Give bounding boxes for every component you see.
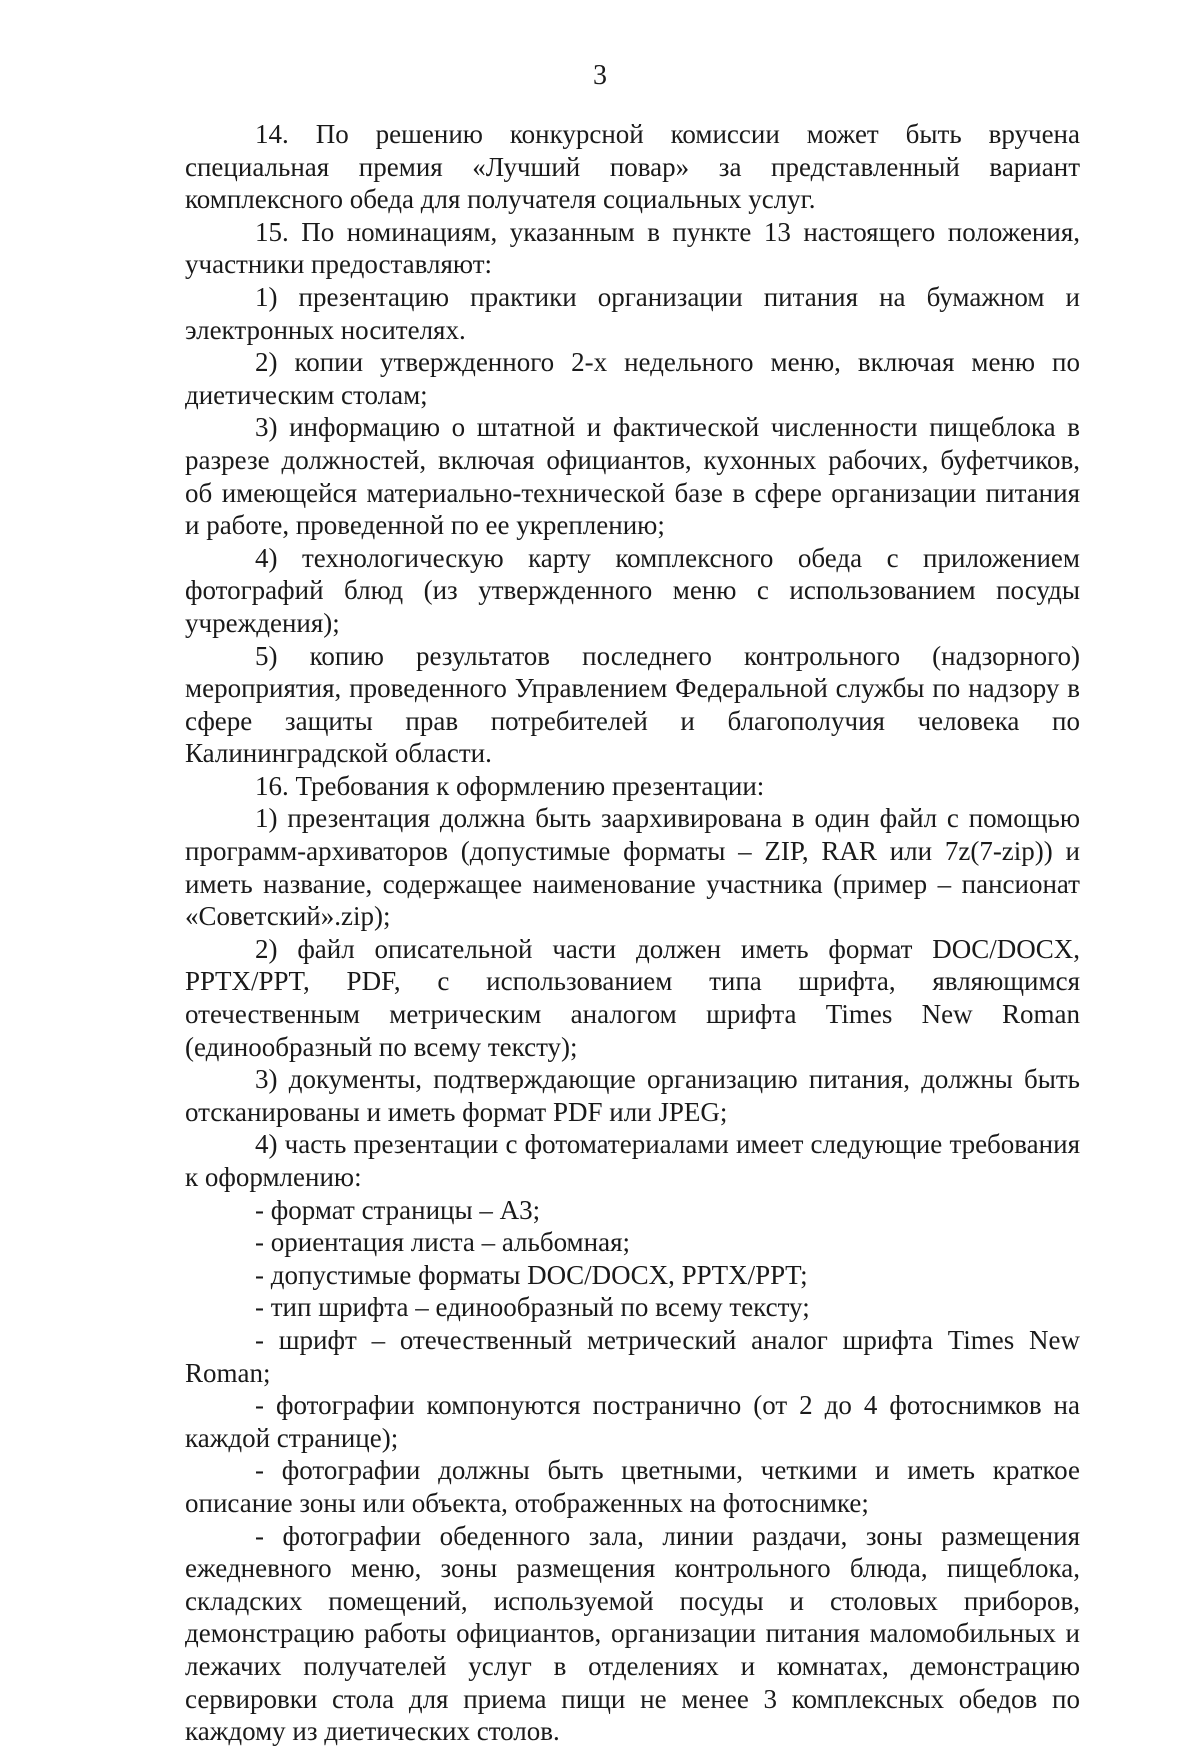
list-item-photo-quality: - фотографии должны быть цветными, четкими и иметь краткое описание зоны или объекта, отображенных на фотоснимке; [185, 1455, 1080, 1518]
list-item-font-type: - тип шрифта – единообразный по всему тексту; [255, 1292, 810, 1323]
list-item-font: - шрифт – отечественный метрический аналог шрифта Times New Roman; [185, 1324, 1080, 1388]
list-item-photo-subjects: - фотографии обеденного зала, линии раздачи, зоны размещения ежедневного меню, зоны размещения контрольного блюда, пищеблока, складских помещений, используемой посуды и столовых приборов, демонстрацию работы официантов, организации питания маломобильных и лежачих получателей услуг в отделениях и комнатах, демонстрацию сервировки стола для приема пищи не менее 3 комплексных обедов по каждому из диетических столов. [185, 1520, 1080, 1747]
list-item-archive: 1) презентация должна быть заархивирована в один файл с помощью программ-архиваторов (допустимые форматы – ZIP, RAR или 7z(7-zip)) и иметь название, содержащее наименование участника (пример – пансионат «Советский».zip); [185, 803, 1080, 932]
page-number: 3 [593, 60, 607, 91]
list-item-scanned-docs: 3) документы, подтверждающие организацию питания, должны быть отсканированы и иметь формат PDF или JPEG; [185, 1064, 1080, 1127]
list-item-menu-copies: 2) копии утвержденного 2-х недельного меню, включая меню по диетическим столам; [185, 347, 1080, 410]
document-body [185, 118, 1080, 1748]
paragraph-14-special-prize: 14. По решению конкурсной комиссии может быть вручена специальная премия «Лучший повар» за представленный вариант комплексного обеда для получателя социальных услуг. [185, 119, 1080, 215]
list-item-inspection-results: 5) копию результатов последнего контрольного (надзорного) мероприятия, проведенного Управлением Федеральной службы по надзору в сфере защиты прав потребителей и благополучия человека по Калининградской области. [185, 640, 1080, 769]
list-item-page-format: - формат страницы – А3; [255, 1194, 541, 1225]
list-item-presentation: 1) презентацию практики организации питания на бумажном и электронных носителях. [185, 281, 1080, 345]
list-item-staff-info: 3) информацию о штатной и фактической численности пищеблока в разрезе должностей, включая официантов, кухонных рабочих, буфетчиков, об имеющейся материально-технической базе в сфере организации питания и работе, проведенной по ее укреплению; [185, 412, 1080, 541]
list-item-tech-card: 4) технологическую карту комплексного обеда с приложением фотографий блюд (из утвержденного меню с использованием посуды учреждения); [185, 542, 1080, 638]
list-item-allowed-formats: - допустимые форматы DOC/DOCX, PPTX/PPT; [255, 1259, 808, 1290]
list-item-orientation: - ориентация листа – альбомная; [255, 1227, 630, 1258]
paragraph-15-submissions: 15. По номинациям, указанным в пункте 13 настоящего положения, участники предоставляют: [185, 216, 1080, 280]
list-item-file-format: 2) файл описательной части должен иметь формат DOC/DOCX, PPTX/PPT, PDF, с использованием типа шрифта, являющимся отечественным метрическим аналогом шрифта Times New Roman (единообразный по всему тексту); [185, 933, 1080, 1062]
paragraph-16-requirements: 16. Требования к оформлению презентации: [255, 770, 765, 801]
list-item-photo-layout: - фотографии компонуются постранично (от 2 до 4 фотоснимков на каждой странице); [185, 1390, 1080, 1453]
list-item-photo-section: 4) часть презентации с фотоматериалами имеет следующие требования к оформлению: [185, 1129, 1080, 1192]
